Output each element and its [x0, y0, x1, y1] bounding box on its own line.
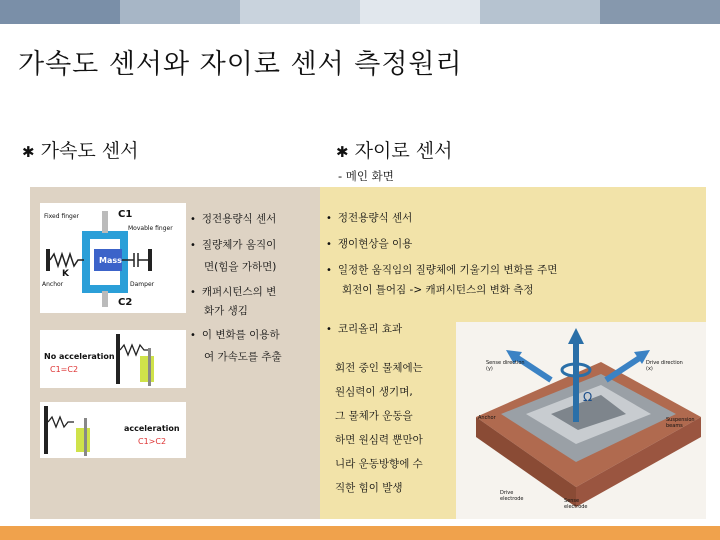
- spring-icon: [48, 417, 74, 427]
- label-anchor: Anchor: [42, 281, 64, 288]
- slide-title: 가속도 센서와 자이로 센서 측정원리: [18, 49, 463, 80]
- bar-segment: [600, 0, 720, 24]
- left-bullet-2: [190, 237, 276, 252]
- bar-segment: [480, 0, 600, 24]
- label-fixed-finger: Fixed finger: [44, 213, 80, 220]
- label-movable-finger: Movable finger: [128, 225, 173, 232]
- right-subtitle: - 메인 화면: [338, 169, 394, 183]
- bullet-text: 쟁이현상을 이용: [337, 238, 413, 250]
- bullet-icon: •: [326, 324, 332, 335]
- bullet-icon: •: [190, 240, 196, 251]
- label-suspension: Suspension beams: [666, 417, 695, 429]
- wall-right: [148, 249, 152, 271]
- left-bullet-4-cont: 여 가속도를 추출: [204, 351, 282, 363]
- acceleration-diagram: [40, 402, 186, 458]
- spring-icon: [50, 254, 84, 266]
- right-bullet-3-cont: 회전이 틀어짐 -> 캐퍼시턴스의 변화 측정: [342, 284, 534, 296]
- right-bullet-3: [326, 262, 557, 277]
- bullet-icon: •: [190, 214, 196, 225]
- asterisk-icon: ✱: [336, 143, 349, 161]
- label-no-acceleration: No acceleration: [44, 352, 115, 361]
- omega-label: Ω: [583, 390, 593, 404]
- bullet-text: 코리올리 효과: [337, 323, 403, 335]
- bar-segment: [240, 0, 360, 24]
- bullet-text: 이 변화를 이용하: [201, 329, 280, 341]
- right-bullet-2: [326, 236, 412, 251]
- left-bullet-1: [190, 211, 276, 226]
- bottom-accent-bar: [0, 526, 720, 540]
- right-heading: [336, 136, 452, 163]
- mass-block: [76, 428, 90, 452]
- bullet-icon: •: [190, 330, 196, 341]
- label-damper: Damper: [130, 281, 155, 288]
- left-heading: [22, 136, 138, 163]
- wall: [116, 334, 120, 384]
- label-anchor: Anchor: [478, 415, 496, 421]
- asterisk-icon: ✱: [22, 143, 35, 161]
- para-line-5: 니라 운동방향에 수: [335, 458, 423, 470]
- plate: [84, 418, 87, 456]
- top-decorative-bar: [0, 0, 720, 24]
- bullet-text: 정전용량식 센서: [201, 213, 277, 225]
- label-c1: C1: [118, 209, 133, 220]
- gyro-figure: [456, 322, 706, 519]
- bullet-text: 정전용량식 센서: [337, 212, 413, 224]
- left-heading-text: 가속도 센서: [40, 140, 139, 162]
- label-drive-electrode: Drive electrode: [500, 490, 524, 502]
- para-line-6: 직한 힘이 발생: [335, 482, 403, 494]
- mass-block: [140, 356, 154, 382]
- bar-segment: [120, 0, 240, 24]
- label-c2: C2: [118, 297, 133, 308]
- bar-segment: [360, 0, 480, 24]
- label-eq-c1-c2: C1=C2: [50, 365, 79, 374]
- bullet-text: 캐퍼시턴스의 변: [201, 286, 277, 298]
- right-heading-text: 자이로 센서: [354, 140, 453, 162]
- left-bullet-4: [190, 327, 280, 342]
- bullet-icon: •: [326, 265, 332, 276]
- no-acceleration-diagram: [40, 330, 186, 388]
- bullet-icon: •: [326, 213, 332, 224]
- right-bullet-4: [326, 321, 402, 336]
- wall-left: [46, 249, 50, 271]
- plate: [148, 348, 151, 386]
- bar-segment: [0, 0, 120, 24]
- bullet-icon: •: [190, 287, 196, 298]
- para-line-1: 회전 중인 물체에는: [335, 362, 423, 374]
- label-sense-electrode: Sense electrode: [564, 498, 588, 510]
- finger-bottom: [102, 291, 108, 307]
- para-line-4: 하면 원심력 뿐만아: [335, 434, 423, 446]
- accelerometer-diagram: [40, 203, 186, 313]
- label-eq-c1-gt-c2: C1>C2: [138, 437, 167, 446]
- para-line-2: 원심력이 생기며,: [335, 386, 413, 398]
- label-mass: Mass: [99, 256, 122, 265]
- left-bullet-3: [190, 284, 276, 299]
- label-sense-direction: Sense direction (y): [486, 360, 525, 372]
- bullet-icon: •: [326, 239, 332, 250]
- rotation-arrow: [568, 328, 584, 344]
- spring-icon: [120, 345, 150, 355]
- bullet-text: 질량체가 움직이: [201, 239, 277, 251]
- left-bullet-3-cont: 화가 생김: [204, 305, 248, 317]
- label-k: K: [62, 269, 69, 279]
- label-drive-direction: Drive direction (x): [646, 360, 683, 372]
- label-acceleration: acceleration: [124, 424, 180, 433]
- wall: [44, 406, 48, 454]
- para-line-3: 그 물체가 운동을: [335, 410, 413, 422]
- bullet-text: 일정한 움직임의 질량체에 기울기의 변화를 주면: [337, 264, 558, 276]
- right-bullet-1: [326, 210, 412, 225]
- left-bullet-2-cont: 면(힘을 가하면): [204, 261, 277, 273]
- finger-top: [102, 211, 108, 233]
